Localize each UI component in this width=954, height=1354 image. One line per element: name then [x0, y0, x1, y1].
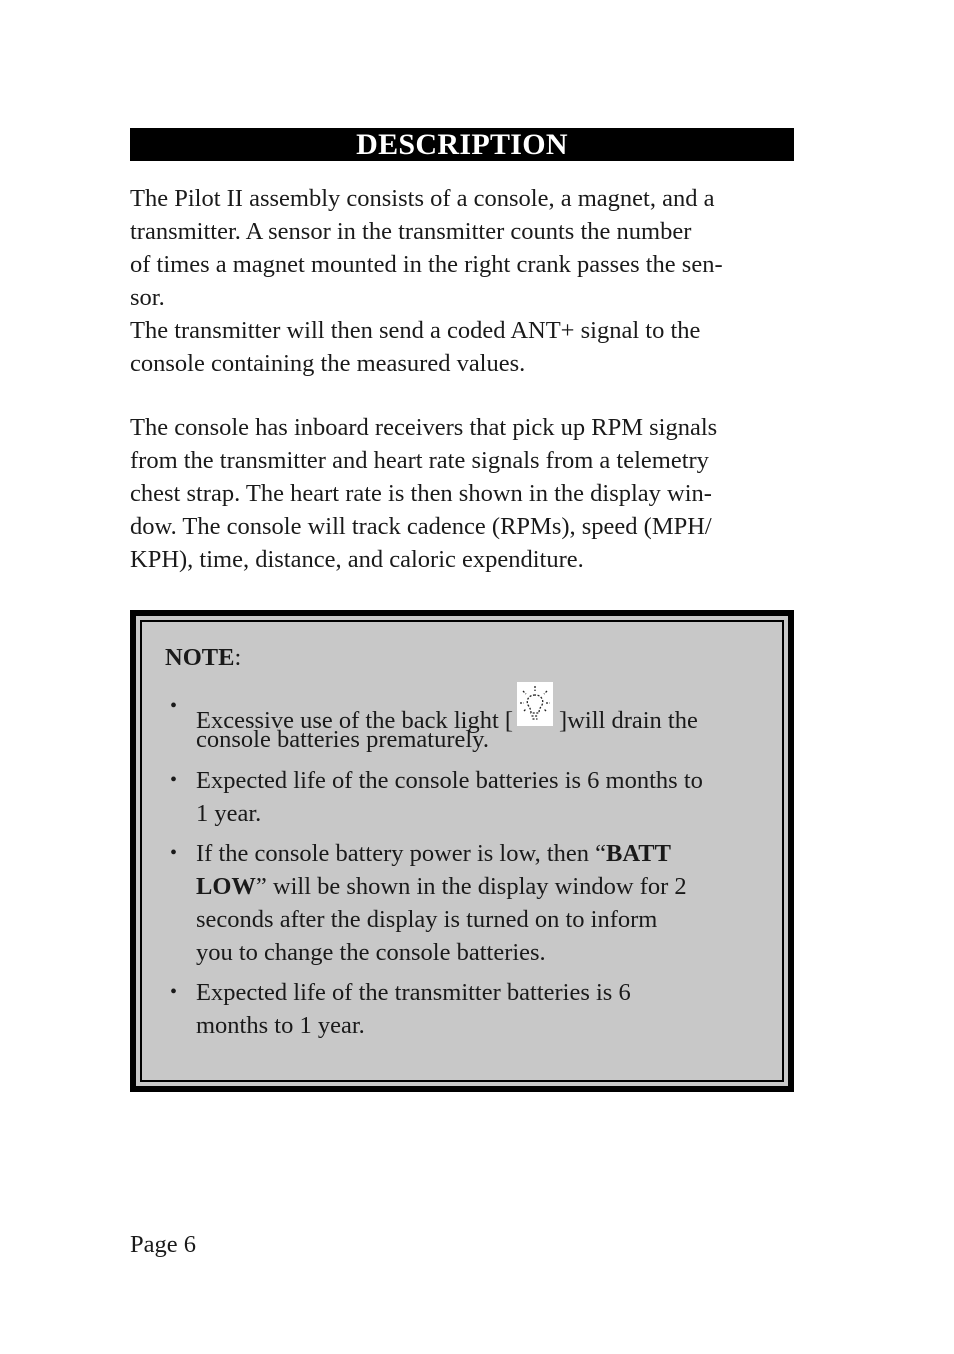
note-item-console-battery-life — [170, 764, 770, 830]
light-bulb-icon — [517, 682, 553, 726]
text-line: Expected life of the console batteries is 6 months to — [196, 767, 703, 794]
batt-low-bold: LOW — [196, 873, 256, 900]
text-line: KPH), time, distance, and caloric expenditure. — [130, 546, 584, 573]
text-line: you to change the console batteries. — [196, 939, 546, 966]
text-line: 1 year. — [196, 800, 262, 827]
description-paragraph-2 — [130, 411, 794, 576]
note-item-batt-low — [170, 837, 770, 969]
text-line: of times a magnet mounted in the right crank passes the sen- — [130, 251, 723, 278]
text-line: The Pilot II assembly consists of a console, a magnet, and a — [130, 185, 715, 212]
text-line — [170, 870, 770, 903]
text-line: console batteries prematurely. — [196, 726, 489, 753]
bullet: • — [170, 695, 178, 717]
note-title-colon: : — [234, 644, 242, 671]
text-line: from the transmitter and heart rate signals from a telemetry — [130, 447, 709, 474]
bullet: • — [170, 981, 178, 1003]
note-item-transmitter-battery-life — [170, 976, 770, 1042]
text-line: The transmitter will then send a coded ANT+ signal to the — [130, 317, 701, 344]
section-title: DESCRIPTION — [130, 128, 794, 161]
text-line: Expected life of the transmitter batteries is 6 — [196, 979, 631, 1006]
text-line: months to 1 year. — [196, 1012, 365, 1039]
note-title — [165, 641, 241, 674]
note-title-label: NOTE — [165, 644, 235, 671]
text-line — [170, 690, 770, 734]
text-line: seconds after the display is turned on to inform — [196, 906, 658, 933]
text-line: The console has inboard receivers that pick up RPM signals — [130, 414, 718, 441]
text-line: transmitter. A sensor in the transmitter counts the number — [130, 218, 692, 245]
text-fragment: If the console battery power is low, then “ — [196, 840, 607, 867]
batt-low-bold: BATT — [606, 840, 671, 867]
text-fragment: Excessive use of the back light [ — [196, 707, 514, 734]
bullet: • — [170, 842, 178, 864]
text-line: console containing the measured values. — [130, 350, 526, 377]
text-line: dow. The console will track cadence (RPMs), speed (MPH/ — [130, 513, 712, 540]
text-line — [170, 837, 770, 870]
text-fragment: ]will drain the — [559, 707, 698, 734]
text-line: chest strap. The heart rate is then shown in the display win- — [130, 480, 712, 507]
description-paragraph-1 — [130, 182, 794, 380]
text-line: sor. — [130, 284, 165, 311]
note-item-backlight — [170, 690, 770, 756]
bullet: • — [170, 769, 178, 791]
page-number: Page 6 — [130, 1231, 196, 1258]
text-fragment: ” will be shown in the display window for 2 — [255, 873, 687, 900]
